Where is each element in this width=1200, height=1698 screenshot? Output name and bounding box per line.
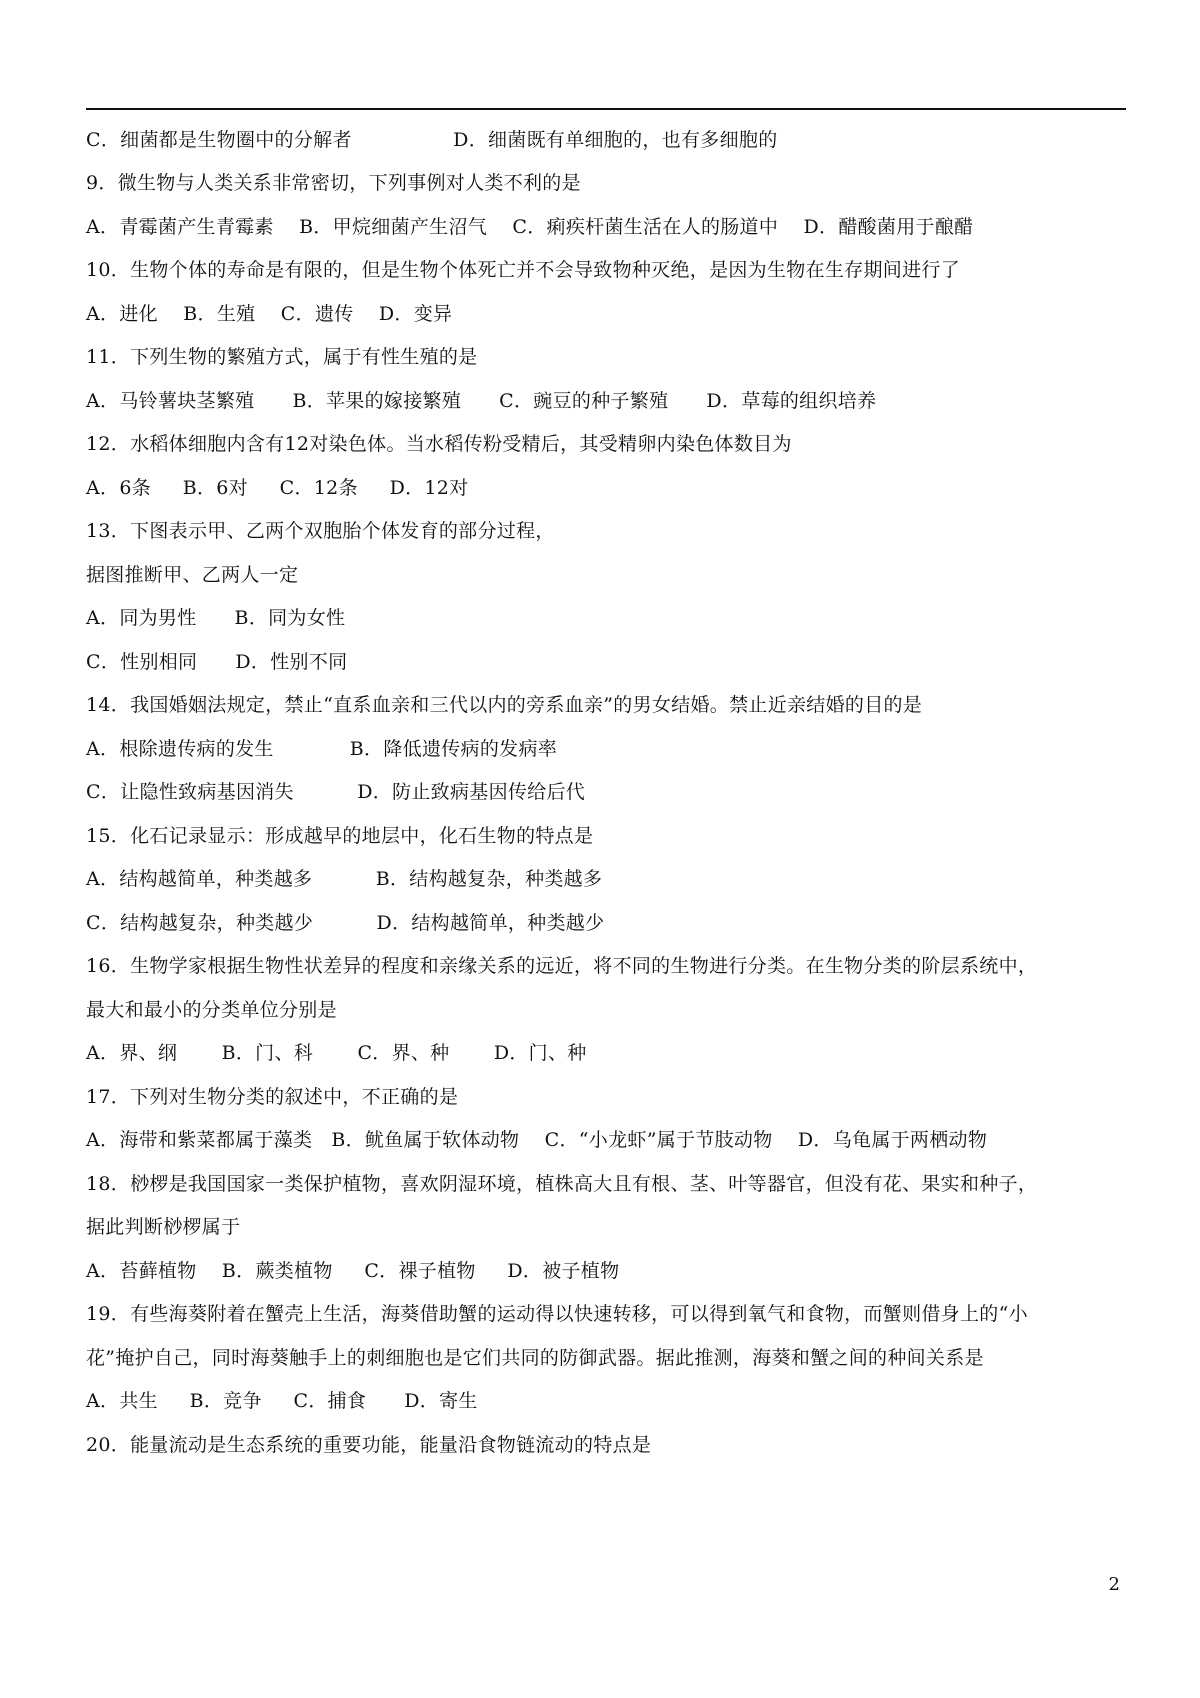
option-line: A．根除遗传病的发生 B．降低遗传病的发病率 bbox=[86, 738, 558, 760]
question-line: 最大和最小的分类单位分别是 bbox=[86, 999, 337, 1021]
question-line: 10．生物个体的寿命是有限的，但是生物个体死亡并不会导致物种灭绝，是因为生物在生存期间进行了 bbox=[86, 259, 960, 281]
question-line: 15．化石记录显示：形成越早的地层中，化石生物的特点是 bbox=[86, 825, 594, 847]
option-line: A．海带和紫菜都属于藻类 B．鱿鱼属于软体动物 C．“小龙虾”属于节肢动物 D．乌龟属于两栖动物 bbox=[86, 1129, 988, 1151]
question-line: 20．能量流动是生态系统的重要功能，能量沿食物链流动的特点是 bbox=[86, 1434, 652, 1456]
option-line: A．结构越简单，种类越多 B．结构越复杂，种类越多 bbox=[86, 868, 603, 890]
option-line: A．进化 B．生殖 C．遗传 D．变异 bbox=[86, 303, 453, 325]
question-line: 18．桫椤是我国国家一类保护植物，喜欢阴湿环境，植株高大且有根、茎、叶等器官，但没有花、果实和种子， bbox=[86, 1173, 1038, 1195]
option-line: A．马铃薯块茎繁殖 B．苹果的嫁接繁殖 C．豌豆的种子繁殖 D．草莓的组织培养 bbox=[86, 390, 877, 412]
option-line: C．让隐性致病基因消失 D．防止致病基因传给后代 bbox=[86, 781, 586, 803]
question-line: 据此判断桫椤属于 bbox=[86, 1216, 241, 1238]
option-line: A．苔藓植物 B．蕨类植物 C．裸子植物 D．被子植物 bbox=[86, 1260, 620, 1282]
question-line: 19．有些海葵附着在蟹壳上生活，海葵借助蟹的运动得以快速转移，可以得到氧气和食物，而蟹则借身上的“小 bbox=[86, 1303, 1028, 1325]
option-line: A．界、纲 B．门、科 C．界、种 D．门、种 bbox=[86, 1042, 587, 1064]
question-line: 12．水稻体细胞内含有12对染色体。当水稻传粉受精后，其受精卵内染色体数目为 bbox=[86, 433, 792, 455]
question-line: 16．生物学家根据生物性状差异的程度和亲缘关系的远近，将不同的生物进行分类。在生物分类的阶层系统中， bbox=[86, 955, 1038, 977]
question-line: 17．下列对生物分类的叙述中，不正确的是 bbox=[86, 1086, 459, 1108]
option-line: A．青霉菌产生青霉素 B．甲烷细菌产生沼气 C．痢疾杆菌生活在人的肠道中 D．醋酸菌用于酿醋 bbox=[86, 216, 974, 238]
question-line: 14．我国婚姻法规定，禁止“直系血亲和三代以内的旁系血亲”的男女结婚。禁止近亲结婚的目的是 bbox=[86, 694, 923, 716]
page-number: 2 bbox=[1108, 1574, 1120, 1595]
option-line: A．6条 B．6对 C．12条 D．12对 bbox=[86, 477, 469, 499]
option-line: C．性别相同 D．性别不同 bbox=[86, 651, 348, 673]
option-line: C．结构越复杂，种类越少 D．结构越简单，种类越少 bbox=[86, 912, 605, 934]
option-line: C．细菌都是生物圈中的分解者 D．细菌既有单细胞的，也有多细胞的 bbox=[86, 129, 778, 151]
header-rule bbox=[86, 108, 1126, 110]
question-line: 13．下图表示甲、乙两个双胞胎个体发育的部分过程， bbox=[86, 520, 555, 542]
question-line: 花”掩护自己，同时海葵触手上的刺细胞也是它们共同的防御武器。据此推测，海葵和蟹之间的种间关系是 bbox=[86, 1347, 984, 1369]
question-line: 据图推断甲、乙两人一定 bbox=[86, 564, 299, 586]
option-line: A．共生 B．竞争 C．捕食 D．寄生 bbox=[86, 1390, 478, 1412]
question-line: 9．微生物与人类关系非常密切，下列事例对人类不利的是 bbox=[86, 172, 581, 194]
option-line: A．同为男性 B．同为女性 bbox=[86, 607, 346, 629]
question-line: 11．下列生物的繁殖方式，属于有性生殖的是 bbox=[86, 346, 478, 368]
